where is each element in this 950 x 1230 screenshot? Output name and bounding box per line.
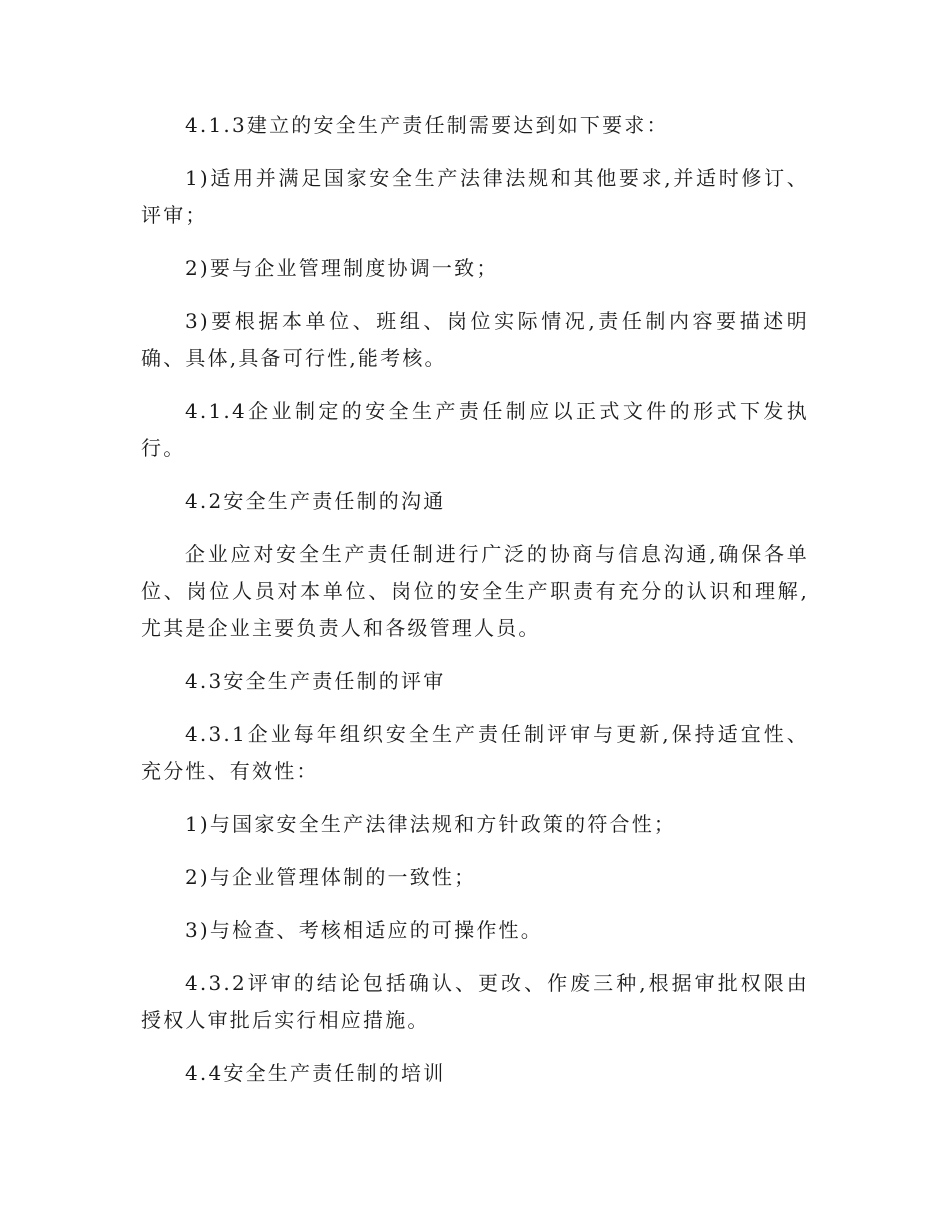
paragraph-requirement-1: 1)适用并满足国家安全生产法律法规和其他要求,并适时修订、评审； <box>141 166 809 227</box>
paragraph-4-1-4: 4.1.4企业制定的安全生产责任制应以正式文件的形式下发执行。 <box>141 399 809 460</box>
document-body <box>141 107 809 1108</box>
paragraph-requirement-2: 2)要与企业管理制度协调一致； <box>185 256 499 280</box>
section-heading-4-2: 4.2安全生产责任制的沟通 <box>185 489 446 513</box>
paragraph-review-3: 3)与检查、考核相适应的可操作性。 <box>185 918 543 942</box>
section-heading-4-3: 4.3安全生产责任制的评审 <box>185 669 446 693</box>
paragraph-4-3-1: 4.3.1企业每年组织安全生产责任制评审与更新,保持适宜性、充分性、有效性： <box>141 722 809 783</box>
section-heading-4-4: 4.4安全生产责任制的培训 <box>185 1061 446 1085</box>
paragraph-4-3-2: 4.3.2评审的结论包括确认、更改、作废三种,根据审批权限由授权人审批后实行相应措施。 <box>141 971 809 1032</box>
paragraph-communication: 企业应对安全生产责任制进行广泛的协商与信息沟通,确保各单位、岗位人员对本单位、岗位的安全生产职责有充分的认识和理解,尤其是企业主要负责人和各级管理人员。 <box>141 542 809 640</box>
paragraph-requirement-3: 3)要根据本单位、班组、岗位实际情况,责任制内容要描述明确、具体,具备可行性,能考核。 <box>141 309 809 370</box>
paragraph-4-1-3: 4.1.3建立的安全生产责任制需要达到如下要求： <box>185 113 669 137</box>
paragraph-review-2: 2)与企业管理体制的一致性； <box>185 865 477 889</box>
paragraph-review-1: 1)与国家安全生产法律法规和方针政策的符合性； <box>185 812 677 836</box>
